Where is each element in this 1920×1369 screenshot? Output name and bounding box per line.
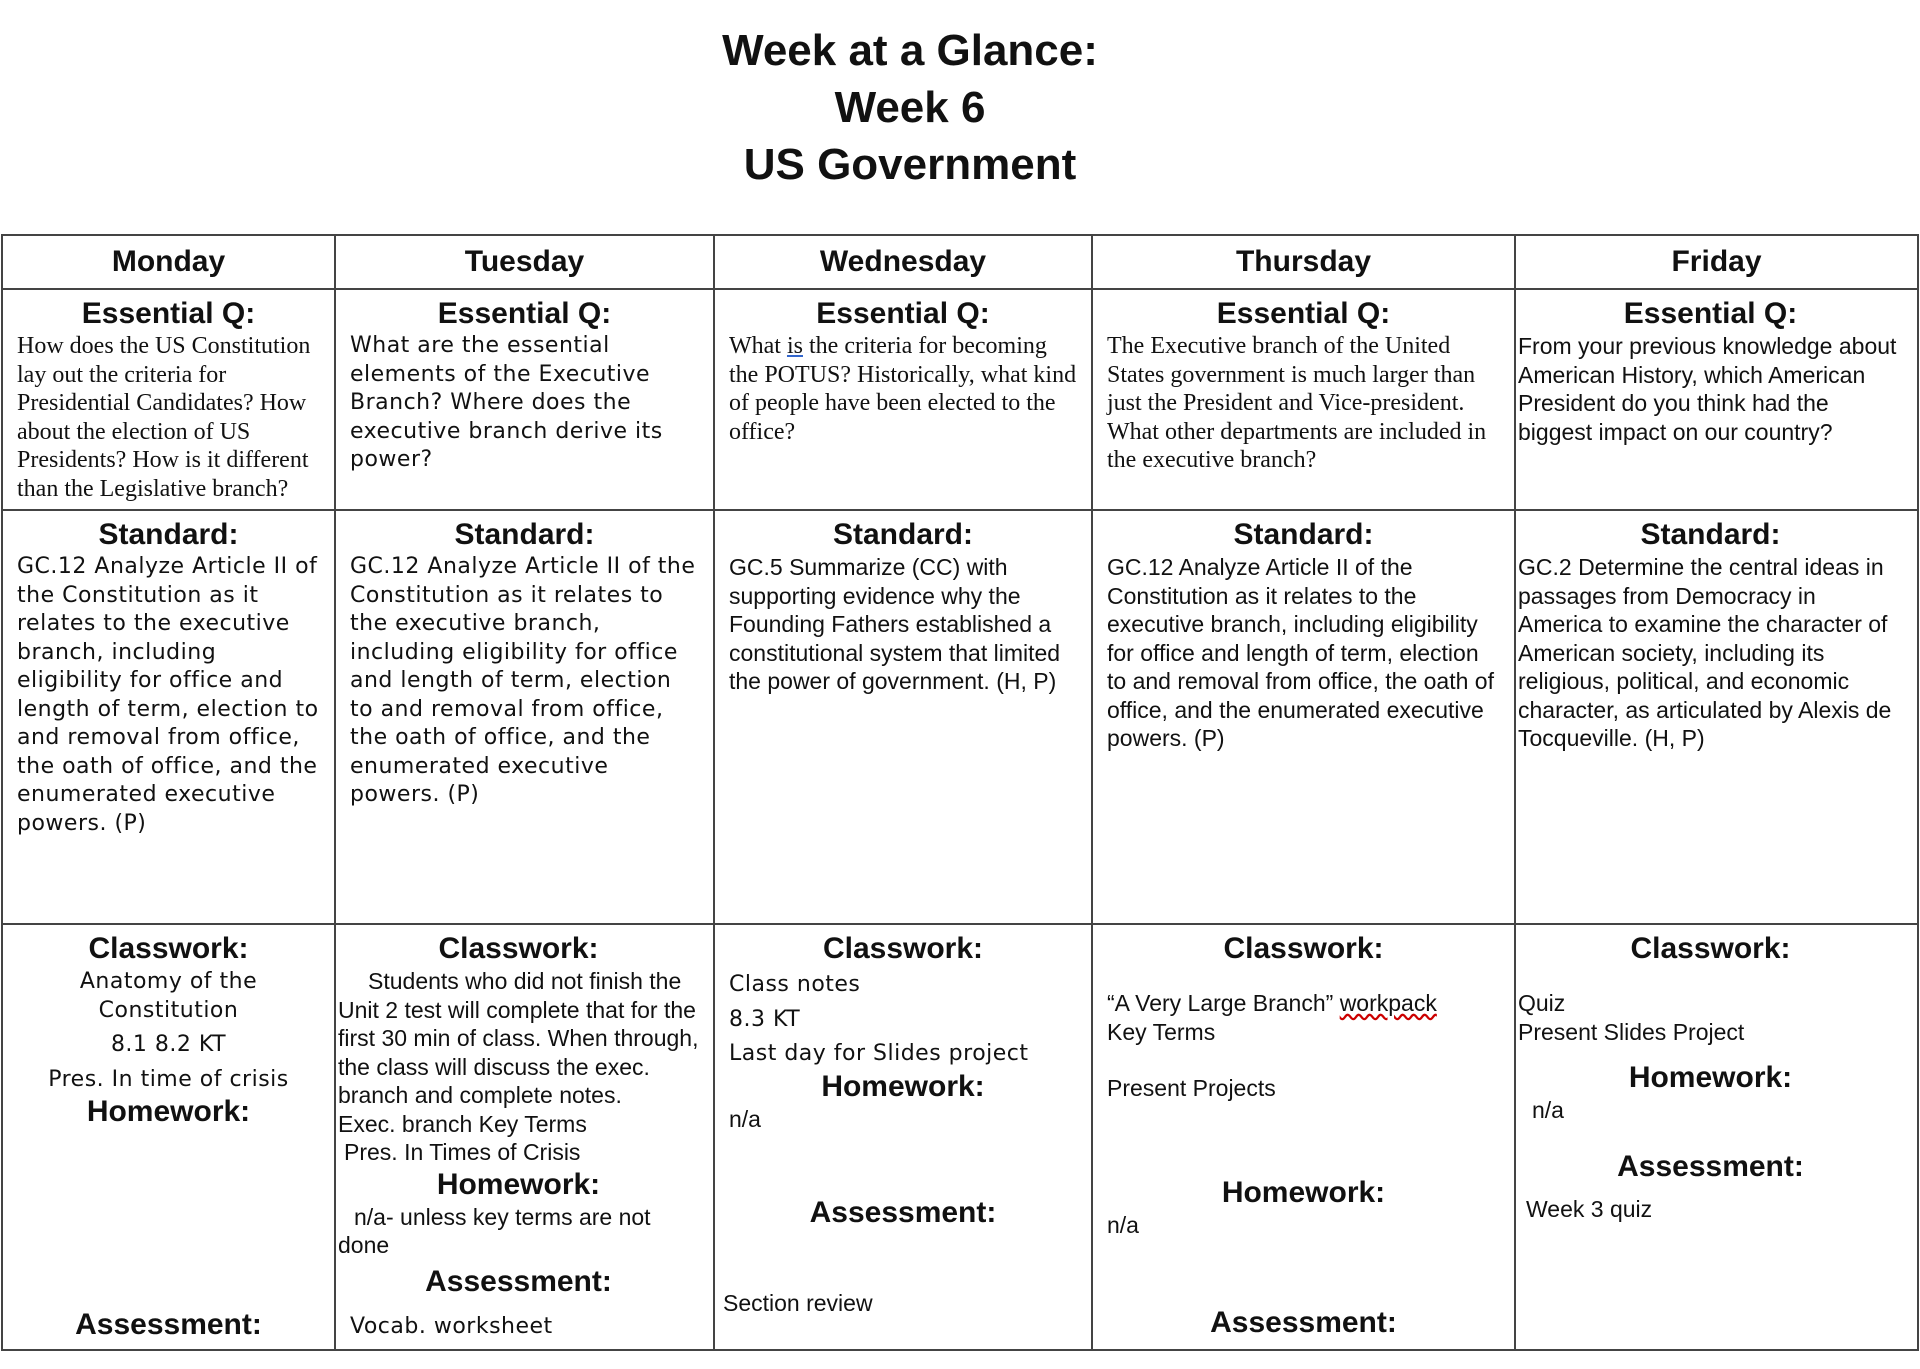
day-header-row [2,235,1918,289]
classwork-label: Classwork: [822,932,984,965]
classwork-item: Quiz [1518,990,1566,1016]
standard-thursday [1092,510,1515,924]
essential-q-row [2,289,1918,510]
week-table [1,234,1919,1351]
eq-text-pre: What [729,333,787,359]
classwork-item: Pres. In time of crisis [48,1066,289,1092]
eq-text-is: is [786,333,803,359]
standard-monday [2,510,335,924]
eq-label: Essential Q: [816,297,990,330]
assessment-label: Assessment: [1617,1149,1804,1183]
classwork-monday [2,924,335,1350]
standard-friday [1515,510,1918,924]
eq-text: What are the essential elements of the Executive Branch? Where does the executive branch derive its power? [350,333,663,472]
standard-text: GC.12 Analyze Article II of the Constitution as it relates to the executive branch, including eligibility for office and length of term, election to and removal from office, the oath of office, and the enumerated executive powers. (P) [350,554,696,807]
homework-label: Homework: [1628,1061,1793,1094]
classwork-row [2,924,1918,1350]
assessment-label: Assessment: [425,1264,612,1298]
day-wednesday: Wednesday [714,235,1092,289]
classwork-item: Students who did not finish the Unit 2 test will complete that for the first 30 min of class. When through, the class will discuss the exec. branch and complete notes. [338,968,699,1108]
classwork-tuesday [335,924,714,1350]
homework-label: Homework: [821,1069,985,1103]
classwork-item: Present Slides Project [1518,1018,1745,1045]
assessment-label: Assessment: [75,1308,262,1341]
eq-tuesday [335,289,714,510]
day-thursday: Thursday [1092,235,1515,289]
eq-friday [1515,289,1918,510]
assessment-text: Vocab. worksheet [350,1313,553,1339]
standard-label: Standard: [454,518,595,551]
classwork-label: Classwork: [1630,932,1791,965]
homework-text: n/a [729,1105,761,1132]
classwork-wednesday [714,924,1092,1350]
classwork-label: Classwork: [1223,932,1384,965]
homework-label: Homework: [86,1095,251,1128]
eq-text [729,332,1077,446]
assessment-label: Assessment: [1210,1306,1397,1339]
title-line-1: Week at a Glance: [722,26,1098,75]
classwork-item [1107,989,1500,1018]
homework-text: n/a- unless key terms are not done [338,1203,651,1258]
classwork-item: 8.3 KT [729,1006,801,1032]
classwork-item: Pres. In Times of Crisis [344,1139,581,1165]
eq-monday [2,289,335,510]
eq-text-post: the criteria for becoming the POTUS? Historically, what kind of people have been elected to the office? [729,333,1077,445]
homework-text: n/a [1532,1097,1564,1123]
eq-text: How does the US Constitution lay out the criteria for Presidential Candidates? How about the election of US Presidents? How is it different than the Legislative branch? [17,333,311,502]
standard-text: GC.5 Summarize (CC) with supporting evidence why the Founding Fathers established a constitutional system that limited the power of government. (H, P) [729,554,1061,694]
classwork-item-wavy: workpack [1339,990,1437,1016]
standard-row [2,510,1918,924]
title-line-2: Week 6 [834,83,986,132]
homework-label: Homework: [1221,1175,1386,1209]
standard-label: Standard: [1233,518,1374,551]
standard-tuesday [335,510,714,924]
day-friday: Friday [1515,235,1918,289]
standard-label: Standard: [832,518,973,551]
classwork-item: Key Terms [1107,1018,1216,1045]
standard-label: Standard: [98,518,239,551]
classwork-thursday [1092,924,1515,1350]
classwork-label: Classwork: [438,932,599,965]
day-tuesday: Tuesday [335,235,714,289]
classwork-item: 8.1 8.2 KT [110,1032,227,1057]
standard-wednesday [714,510,1092,924]
eq-label: Essential Q: [1216,297,1391,330]
classwork-item-pre: “A Very Large Branch” [1107,990,1340,1016]
eq-label: Essential Q: [1623,297,1798,330]
classwork-item: Last day for Slides project [729,1041,1029,1066]
standard-text: GC.12 Analyze Article II of the Constitution as it relates to the executive branch, including eligibility for office and length of term, election to and removal from office, the oath of office, and the enumerated executive powers. (P) [1107,554,1494,751]
classwork-item: Present Projects [1107,1075,1276,1101]
classwork-item: Anatomy of the Constitution [79,969,258,1023]
eq-label: Essential Q: [81,297,256,330]
page-title [0,22,1820,193]
classwork-item: Class notes [729,972,861,997]
title-line-3: US Government [743,140,1077,189]
assessment-text: Week 3 quiz [1526,1195,1653,1222]
assessment-label: Assessment: [809,1196,997,1229]
day-monday: Monday [2,235,335,289]
assessment-text: Section review [723,1290,873,1316]
classwork-label: Classwork: [88,932,249,965]
eq-wednesday [714,289,1092,510]
homework-label: Homework: [436,1167,601,1201]
standard-text: GC.12 Analyze Article II of the Constitution as it relates to the executive branch, including eligibility for office and length of term, election to and removal from office, the oath of office, and the enumerated executive powers. (P) [17,554,319,836]
standard-label: Standard: [1640,518,1781,551]
eq-label: Essential Q: [437,297,612,330]
eq-text: From your previous knowledge about American History, which American President do you think had the biggest impact on our country? [1518,333,1897,445]
classwork-item: Exec. branch Key Terms [338,1110,587,1137]
classwork-friday [1515,924,1918,1350]
standard-text: GC.2 Determine the central ideas in passages from Democracy in America to examine the character of American society, including its religious, political, and economic character, as articulated by Alexis de Tocqueville. (H, P) [1518,554,1892,751]
eq-thursday [1092,289,1515,510]
homework-text: n/a [1107,1211,1139,1238]
eq-text: The Executive branch of the United States government is much larger than just the President and Vice-president. What other departments are included in the executive branch? [1107,333,1487,473]
